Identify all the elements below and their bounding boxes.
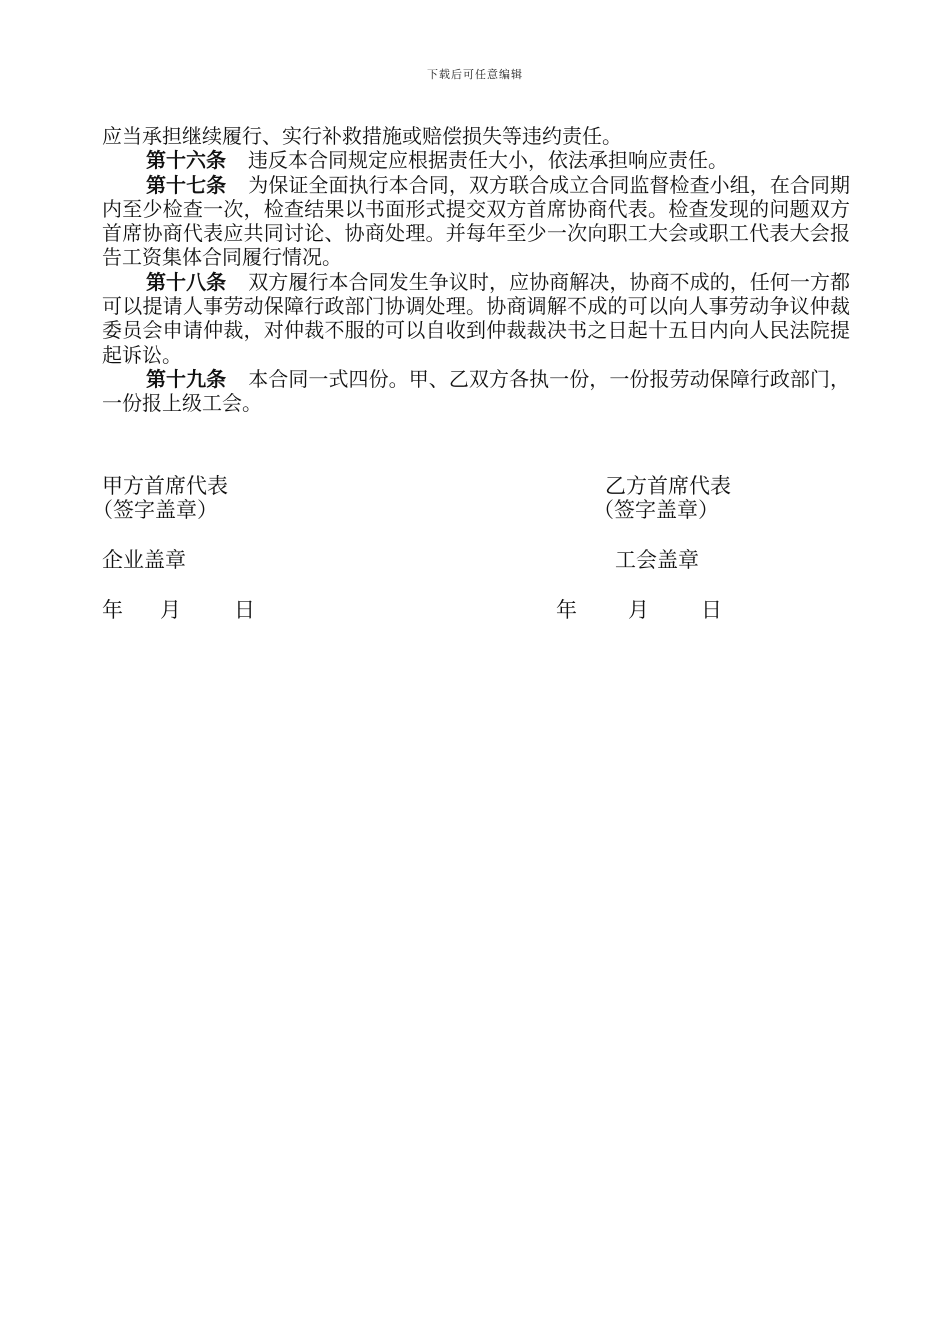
article-title: 第十八条 (146, 269, 227, 294)
party-b-date (556, 598, 756, 622)
enterprise-seal-label: 企业盖章 (102, 548, 186, 572)
article-text: 为保证全面执行本合同，双方联合成立合同监督检查小组，在合同期内至少检查一次，检查结果以书面形式提交双方首席协商代表。检查发现的问题双方首席协商代表应共同讨论、协商处理。并每年至少一次向职工大会或职工代表大会报告工资集体合同履行情况。 (102, 172, 851, 270)
article-text: 本合同一式四份。甲、乙双方各执一份，一份报劳动保障行政部门，一份报上级工会。 (102, 366, 851, 416)
page-header: 下载后可任意编辑 (427, 68, 523, 81)
article-title: 第十九条 (146, 366, 227, 391)
article-text: 违反本合同规定应根据责任大小，依法承担响应责任。 (248, 148, 728, 173)
year-label: 年 (102, 598, 123, 622)
article-title: 第十七条 (146, 172, 227, 197)
party-b-representative: 乙方首席代表 (605, 474, 731, 498)
month-label: 月 (628, 598, 649, 622)
article-16 (102, 148, 850, 172)
union-seal-label: 工会盖章 (615, 548, 699, 572)
day-label: 日 (701, 598, 722, 622)
article-text: 双方履行本合同发生争议时，应协商解决，协商不成的，任何一方都可以提请人事劳动保障行政部门协调处理。协商调解不成的可以向人事劳动争议仲裁委员会申请仲裁，对仲裁不服的可以自收到仲裁裁决书之日起十五日内向人民法院提起诉讼。 (102, 269, 851, 367)
continuation-paragraph: 应当承担继续履行、实行补救措施或赔偿损失等违约责任。 (102, 124, 622, 148)
year-label: 年 (556, 598, 577, 622)
party-b-sign-note: （签字盖章） (593, 498, 719, 522)
day-label: 日 (234, 598, 255, 622)
article-17 (102, 173, 850, 270)
article-18 (102, 270, 850, 367)
month-label: 月 (160, 598, 181, 622)
party-a-representative: 甲方首席代表 (102, 474, 228, 498)
article-19 (102, 367, 850, 416)
party-a-sign-note: （签字盖章） (92, 498, 218, 522)
party-a-date (102, 598, 302, 622)
contract-body (102, 124, 850, 416)
article-title: 第十六条 (146, 148, 226, 173)
